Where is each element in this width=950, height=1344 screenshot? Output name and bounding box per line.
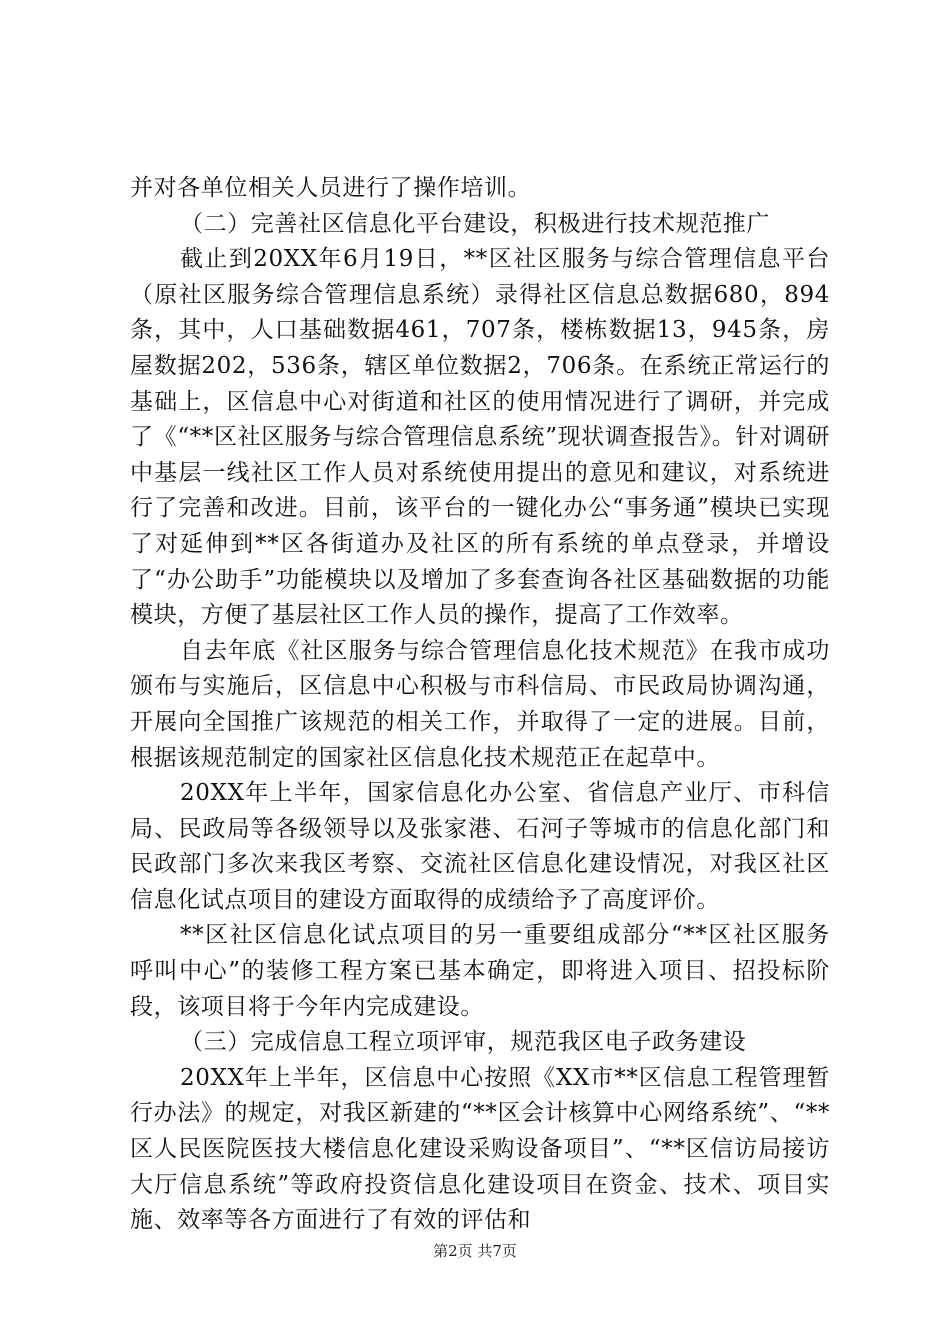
paragraph-visits: 20XX年上半年，国家信息化办公室、省信息产业厅、市科信局、民政局等各级领导以及张家港、石河子等城市的信息化部门和民政部门多次来我区考察、交流社区信息化建设情况，对我区社区信息化试点项目的建设方面取得的成绩给予了高度评价。 (130, 780, 830, 913)
document-body (130, 171, 830, 1239)
paragraph-continuation: 并对各单位相关人员进行了操作培训。 (130, 175, 532, 201)
page-number: 第2页 共7页 (433, 1242, 517, 1260)
paragraph-project-review: 20XX年上半年，区信息中心按照《XX市**区信息工程管理暂行办法》的规定，对我区新建的“**区会计核算中心网络系统”、“**区人民医院医技大楼信息化建设采购设备项目”、“**区信访局接访大厅信息系统”等政府投资信息化建设项目在资金、技术、项目实施、效率等各方面进行了有效的评估和 (130, 1064, 830, 1234)
paragraph-call-center: **区社区信息化试点项目的另一重要组成部分“**区社区服务呼叫中心”的装修工程方案已基本确定，即将进入项目、招投标阶段，该项目将于今年内完成建设。 (130, 922, 830, 1020)
section-heading-2: （二）完善社区信息化平台建设，积极进行技术规范推广 (180, 210, 770, 237)
paragraph-platform-data: 截止到20XX年6月19日，**区社区服务与综合管理信息平台（原社区服务综合管理信息系统）录得社区信息总数据680，894条，其中，人口基础数据461，707条，楼栋数据13，945条，房屋数据202，536条，辖区单位数据2，706条。在系统正常运行的基础上，区信息中心对街道和社区的使用情况进行了调研，并完成了《“**区社区服务与综合管理信息系统”现状调查报告》。针对调研中基层一线社区工作人员对系统使用提出的意见和建议，对系统进行了完善和改进。目前，该平台的一键化办公“事务通”模块已实现了对延伸到**区各街道办及社区的所有系统的单点登录，并增设了“办公助手”功能模块以及增加了多套查询各社区基础数据的功能模块，方便了基层社区工作人员的操作，提高了工作效率。 (130, 246, 830, 629)
paragraph-tech-spec: 自去年底《社区服务与综合管理信息化技术规范》在我市成功颁布与实施后，区信息中心积极与市科信局、市民政局协调沟通，开展向全国推广该规范的相关工作，并取得了一定的进展。目前，根据该规范制定的国家社区信息化技术规范正在起草中。 (130, 637, 830, 771)
section-heading-3: （三）完成信息工程立项评审，规范我区电子政务建设 (180, 1029, 747, 1056)
